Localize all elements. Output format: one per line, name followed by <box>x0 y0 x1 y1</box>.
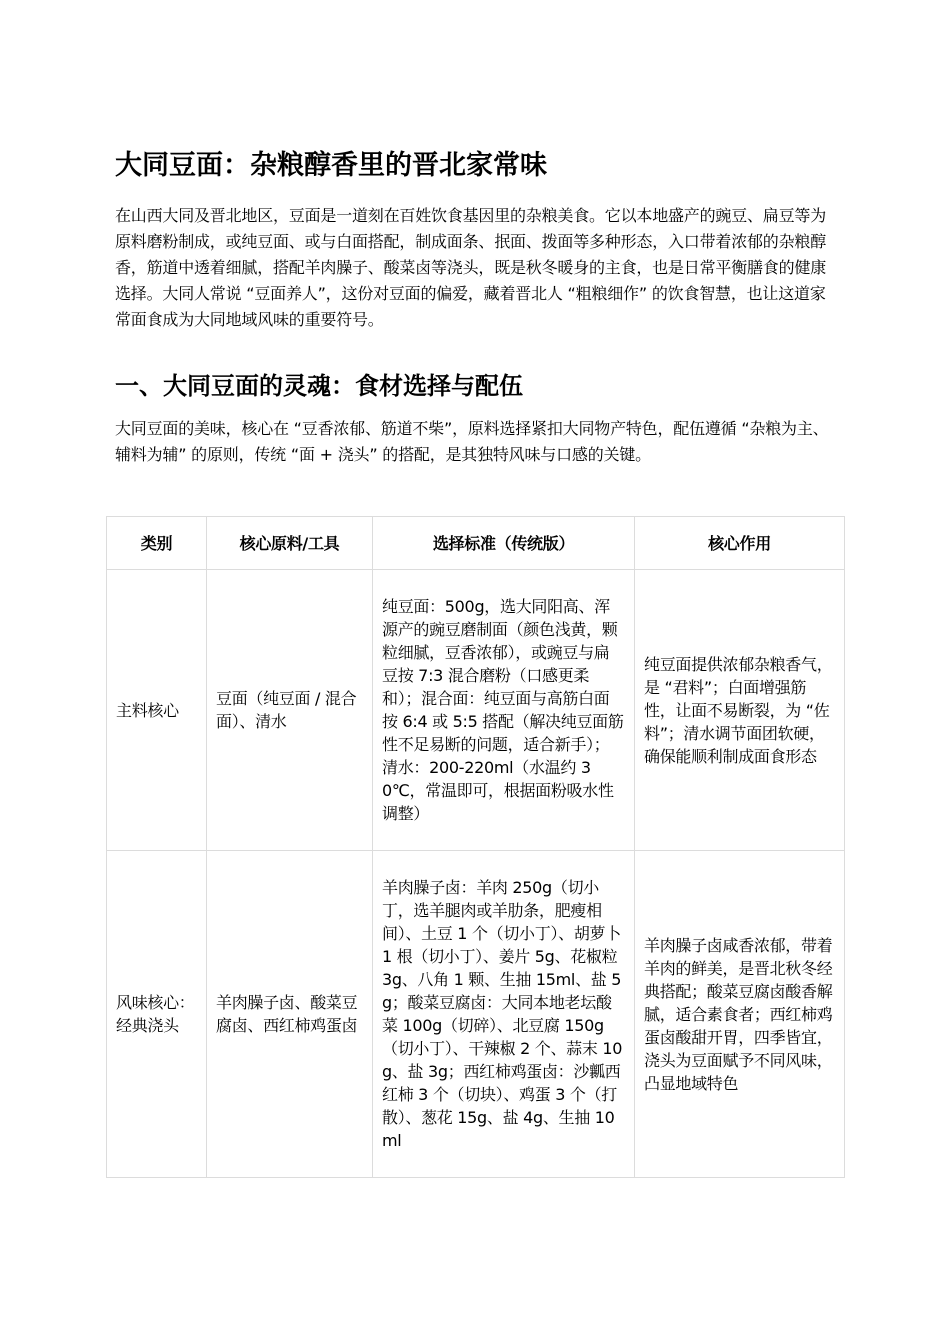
ingredients-table <box>106 516 845 1178</box>
section-description: 大同豆面的美味，核心在 “豆香浓郁、筋道不柴”，原料选择紧扣大同物产特色，配伍遵循 “杂粮为主、辅料为辅” 的原则，传统 “面 + 浇头” 的搭配，是其独特风味与口感的关键。 <box>115 419 829 464</box>
cell-standard: 纯豆面：500g，选大同阳高、浑源产的豌豆磨制面（颜色浅黄，颗粒细腻，豆香浓郁），或豌豆与扁豆按 7:3 混合磨粉（口感更柔和）；混合面：纯豆面与高筋白面按 6:4 或 5:5 搭配（解决纯豆面筋性不足易断的问题，适合新手）；清水：200-220ml（水温约 30℃，常温即可，根据面粉吸水性调整） <box>373 570 635 851</box>
cell-standard: 羊肉臊子卤：羊肉 250g（切小丁，选羊腿肉或羊肋条，肥瘦相间）、土豆 1 个（切小丁）、胡萝卜 1 根（切小丁）、姜片 5g、花椒粒 3g、八角 1 颗、生抽 15ml、盐 5g；酸菜豆腐卤：大同本地老坛酸菜 100g（切碎）、北豆腐 150g（切小丁）、干辣椒 2 个、蒜末 10g、盐 3g；西红柿鸡蛋卤：沙瓤西红柿 3 个（切块）、鸡蛋 3 个（打散）、葱花 15g、盐 4g、生抽 10ml <box>373 851 635 1178</box>
cell-ingredients: 豆面（纯豆面 / 混合面）、清水 <box>207 570 373 851</box>
header-role: 核心作用 <box>635 517 845 570</box>
cell-role: 纯豆面提供浓郁杂粮香气，是 “君料”；白面增强筋性，让面不易断裂，为 “佐料”；清水调节面团软硬，确保能顺利制成面食形态 <box>635 570 845 851</box>
section-heading: 一、大同豆面的灵魂：食材选择与配伍 <box>115 372 523 400</box>
header-category: 类别 <box>107 517 207 570</box>
document-title: 大同豆面：杂粮醇香里的晋北家常味 <box>115 150 547 181</box>
cell-category: 风味核心：经典浇头 <box>107 851 207 1178</box>
table-row <box>107 570 845 851</box>
intro-paragraph: 在山西大同及晋北地区，豆面是一道刻在百姓饮食基因里的杂粮美食。它以本地盛产的豌豆、扁豆等为原料磨粉制成，或纯豆面、或与白面搭配，制成面条、抿面、拨面等多种形态，入口带着浓郁的杂粮醇香，筋道中透着细腻，搭配羊肉臊子、酸菜卤等浇头，既是秋冬暖身的主食，也是日常平衡膳食的健康选择。大同人常说 “豆面养人”，这份对豆面的偏爱，藏着晋北人 “粗粮细作” 的饮食智慧，也让这道家常面食成为大同地域风味的重要符号。 <box>115 206 827 329</box>
header-standard: 选择标准（传统版） <box>373 517 635 570</box>
cell-category: 主料核心 <box>107 570 207 851</box>
cell-ingredients: 羊肉臊子卤、酸菜豆腐卤、西红柿鸡蛋卤 <box>207 851 373 1178</box>
header-ingredients: 核心原料/工具 <box>207 517 373 570</box>
table-row <box>107 851 845 1178</box>
cell-role: 羊肉臊子卤咸香浓郁，带着羊肉的鲜美，是晋北秋冬经典搭配；酸菜豆腐卤酸香解腻，适合素食者；西红柿鸡蛋卤酸甜开胃，四季皆宜，浇头为豆面赋予不同风味，凸显地域特色 <box>635 851 845 1178</box>
table-header-row <box>107 517 845 570</box>
